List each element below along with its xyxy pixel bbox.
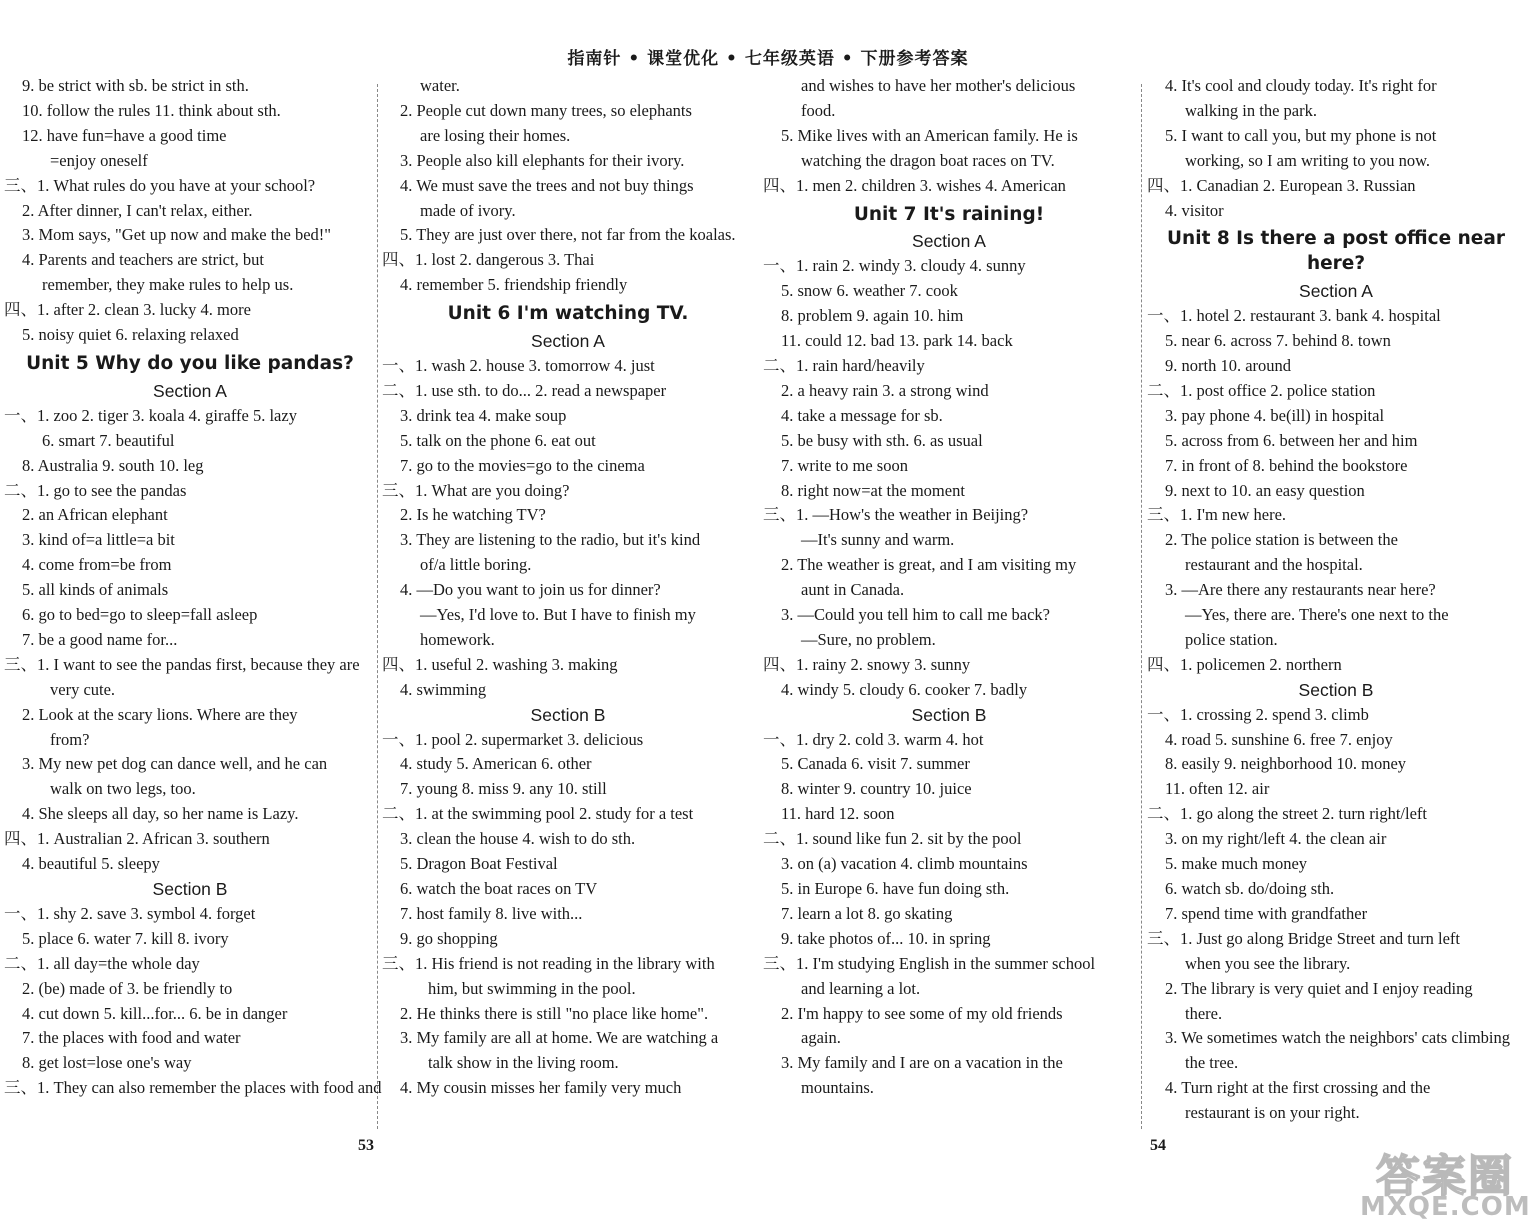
answer-line: 3. on (a) vacation 4. climb mountains xyxy=(781,854,1028,874)
answer-line: 8. right now=at the moment xyxy=(781,480,965,500)
answer-line: water. xyxy=(420,76,460,95)
answer-line: 5. They are just over there, not far from the koalas. xyxy=(400,225,736,245)
answer-line: 4. My cousin misses her family very much xyxy=(400,1078,682,1098)
answer-line: 2. Is he watching TV? xyxy=(400,505,546,525)
answer-line: there. xyxy=(1185,1003,1223,1023)
answer-line: police station. xyxy=(1185,629,1278,649)
answer-line: 7. young 8. miss 9. any 10. still xyxy=(400,779,607,799)
page-number-left: 53 xyxy=(358,1137,374,1154)
answer-line: watching the dragon boat races on TV. xyxy=(801,150,1055,170)
answer-line: 5. all kinds of animals xyxy=(22,580,169,600)
answer-line: 3. Mom says, "Get up now and make the bed!" xyxy=(22,225,332,245)
answer-line: 一、1. pool 2. supermarket 3. delicious xyxy=(382,729,644,749)
answer-line: talk show in the living room. xyxy=(428,1053,619,1073)
unit-heading: Unit 6 I'm watching TV. xyxy=(447,303,689,325)
answer-line: 4. Turn right at the first crossing and the xyxy=(1165,1078,1431,1098)
unit-heading: Unit 5 Why do you like pandas? xyxy=(26,352,354,374)
answer-line: 四、1. Australian 2. African 3. southern xyxy=(4,829,270,849)
answer-line: 四、1. rainy 2. snowy 3. sunny xyxy=(763,654,971,674)
answer-line: 4. road 5. sunshine 6. free 7. enjoy xyxy=(1165,729,1393,749)
answer-line: 三、1. I'm studying English in the summer school xyxy=(763,953,1096,973)
answer-line: 四、1. after 2. clean 3. lucky 4. more xyxy=(4,300,251,320)
section-heading: Section A xyxy=(1299,281,1373,302)
answer-line: 二、1. go to see the pandas xyxy=(4,480,187,500)
answer-line: 2. a heavy rain 3. a strong wind xyxy=(781,380,989,400)
answer-line: walk on two legs, too. xyxy=(50,779,196,799)
answer-line: 5. place 6. water 7. kill 8. ivory xyxy=(22,928,229,948)
answer-line: 4. beautiful 5. sleepy xyxy=(22,854,160,874)
answer-line: 7. the places with food and water xyxy=(22,1028,241,1048)
column-divider xyxy=(377,84,378,1129)
answer-line: 3. drink tea 4. make soup xyxy=(400,405,567,425)
answer-line: 7. write to me soon xyxy=(781,455,908,475)
answer-column-2 xyxy=(382,74,754,1101)
answer-line: 9. next to 10. an easy question xyxy=(1165,480,1365,500)
answer-line: 3. pay phone 4. be(ill) in hospital xyxy=(1165,405,1385,425)
unit-heading: Unit 7 It's raining! xyxy=(853,203,1045,225)
answer-line: 4. windy 5. cloudy 6. cooker 7. badly xyxy=(781,679,1028,699)
column-divider xyxy=(1141,84,1142,1129)
answer-line: 11. could 12. bad 13. park 14. back xyxy=(781,331,1013,351)
answer-line: 5. snow 6. weather 7. cook xyxy=(781,281,958,301)
answer-line: 四、1. lost 2. dangerous 3. Thai xyxy=(382,250,595,270)
answer-line: very cute. xyxy=(50,679,116,699)
answer-line: 9. north 10. around xyxy=(1165,355,1292,375)
answer-line: 四、1. useful 2. washing 3. making xyxy=(382,654,618,674)
answer-line: 2. Look at the scary lions. Where are they xyxy=(22,704,298,724)
answer-line: 4. remember 5. friendship friendly xyxy=(400,275,628,295)
answer-line: 3. My new pet dog can dance well, and he can xyxy=(22,754,328,774)
answer-line: —Yes, there are. There's one next to the xyxy=(1185,605,1449,625)
watermark-logo xyxy=(1360,1140,1530,1224)
section-heading: Section A xyxy=(531,331,605,352)
answer-line: 3. —Are there any restaurants near here? xyxy=(1165,580,1436,600)
answer-line: 二、1. sound like fun 2. sit by the pool xyxy=(763,829,1022,849)
answer-line: working, so I am writing to you now. xyxy=(1185,150,1431,170)
answer-line: 7. be a good name for... xyxy=(22,629,178,649)
answer-line: 4. cut down 5. kill...for... 6. be in danger xyxy=(22,1003,288,1023)
answer-line: 5. noisy quiet 6. relaxing relaxed xyxy=(22,325,239,345)
answer-line: 8. get lost=lose one's way xyxy=(22,1053,192,1073)
answer-line: 5. I want to call you, but my phone is not xyxy=(1165,125,1437,145)
answer-line: 5. Mike lives with an American family. He is xyxy=(781,125,1078,145)
answer-line: 9. take photos of... 10. in spring xyxy=(781,928,991,948)
answer-line: 10. follow the rules 11. think about sth. xyxy=(22,100,281,120)
page-number-right: 54 xyxy=(1150,1137,1166,1154)
answer-line: 2. an African elephant xyxy=(22,505,168,525)
section-heading: Section B xyxy=(1298,679,1374,700)
answer-line: 四、1. policemen 2. northern xyxy=(1147,654,1342,674)
section-heading: Section A xyxy=(912,231,986,252)
answer-line: 二、1. all day=the whole day xyxy=(4,953,200,973)
answer-line: 3. We sometimes watch the neighbors' cats climbing xyxy=(1165,1028,1511,1048)
answer-line: 4. —Do you want to join us for dinner? xyxy=(400,580,661,600)
answer-line: 8. problem 9. again 10. him xyxy=(781,306,964,326)
watermark-bottom-text: MXQE.COM xyxy=(1360,1192,1531,1222)
answer-line: 4. come from=be from xyxy=(22,555,172,575)
answer-line: 5. Canada 6. visit 7. summer xyxy=(781,754,970,774)
answer-line: 三、1. I'm new here. xyxy=(1147,505,1287,525)
answer-line: 7. go to the movies=go to the cinema xyxy=(400,455,645,475)
answer-line: 8. Australia 9. south 10. leg xyxy=(22,455,204,475)
answer-line: 2. He thinks there is still "no place like home". xyxy=(400,1003,709,1023)
watermark-top-text: 答案圈 xyxy=(1376,1151,1514,1202)
answer-line: 3. My family and I are on a vacation in the xyxy=(781,1053,1063,1073)
section-heading: Section A xyxy=(153,380,227,401)
answer-line: 二、1. at the swimming pool 2. study for a test xyxy=(382,804,694,824)
answer-line: remember, they make rules to help us. xyxy=(42,275,294,295)
answer-line: 三、1. I want to see the pandas first, because they are xyxy=(4,654,360,674)
answer-line: 4. She sleeps all day, so her name is Lazy. xyxy=(22,804,299,824)
answer-line: 一、1. crossing 2. spend 3. climb xyxy=(1147,704,1369,724)
answer-line: 5. talk on the phone 6. eat out xyxy=(400,430,596,450)
answer-line: again. xyxy=(801,1028,841,1048)
answer-line: homework. xyxy=(420,629,495,649)
answer-line: 一、1. zoo 2. tiger 3. koala 4. giraffe 5. lazy xyxy=(4,405,297,425)
answer-line: 6. smart 7. beautiful xyxy=(42,430,175,450)
answer-line: 5. near 6. across 7. behind 8. town xyxy=(1165,331,1391,351)
section-heading: Section B xyxy=(530,704,606,725)
answer-line: 9. be strict with sb. be strict in sth. xyxy=(22,76,249,95)
answer-line: 2. I'm happy to see some of my old friends xyxy=(781,1003,1063,1023)
answer-line: 5. Dragon Boat Festival xyxy=(400,854,558,874)
answer-line: 2. The library is very quiet and I enjoy reading xyxy=(1165,978,1473,998)
answer-line: =enjoy oneself xyxy=(50,150,148,170)
answer-line: 12. have fun=have a good time xyxy=(22,125,227,145)
answer-line: of/a little boring. xyxy=(420,555,532,575)
answer-line: restaurant and the hospital. xyxy=(1185,555,1363,575)
answer-line: 3. clean the house 4. wish to do sth. xyxy=(400,829,636,849)
answer-line: 一、1. wash 2. house 3. tomorrow 4. just xyxy=(382,355,655,375)
answer-line: 5. in Europe 6. have fun doing sth. xyxy=(781,879,1010,898)
answer-line: from? xyxy=(50,729,90,749)
section-heading: Section B xyxy=(911,704,987,725)
answer-line: 一、1. hotel 2. restaurant 3. bank 4. hospital xyxy=(1147,306,1441,326)
unit-heading: Unit 8 Is there a post office near here? xyxy=(1167,228,1505,275)
answer-line: 二、1. rain hard/heavily xyxy=(763,355,925,375)
answer-line: 3. My family are all at home. We are watching a xyxy=(400,1028,719,1048)
answer-line: 二、1. go along the street 2. turn right/left xyxy=(1147,804,1427,824)
answer-line: 四、1. Canadian 2. European 3. Russian xyxy=(1147,175,1416,195)
answer-line: 5. across from 6. between her and him xyxy=(1165,430,1418,450)
answer-line: 2. (be) made of 3. be friendly to xyxy=(22,978,233,998)
answer-line: the tree. xyxy=(1185,1053,1239,1073)
answer-line: are losing their homes. xyxy=(420,125,571,145)
answer-line: 一、1. dry 2. cold 3. warm 4. hot xyxy=(763,729,984,749)
answer-line: 9. go shopping xyxy=(400,928,498,948)
answer-line: restaurant is on your right. xyxy=(1185,1103,1360,1123)
answer-line: 三、1. His friend is not reading in the library with xyxy=(382,953,715,973)
answer-line: 3. kind of=a little=a bit xyxy=(22,530,175,550)
answer-line: 6. go to bed=go to sleep=fall asleep xyxy=(22,605,258,625)
answer-column-1 xyxy=(4,74,382,1101)
answer-line: 四、1. men 2. children 3. wishes 4. American xyxy=(763,175,1066,195)
answer-line: 3. People also kill elephants for their ivory. xyxy=(400,150,685,170)
answer-line: 11. often 12. air xyxy=(1165,779,1270,799)
answer-line: 7. spend time with grandfather xyxy=(1165,903,1368,923)
answer-line: 7. learn a lot 8. go skating xyxy=(781,903,953,923)
answer-line: 三、1. What rules do you have at your school? xyxy=(4,175,316,195)
answer-line: 4. study 5. American 6. other xyxy=(400,754,592,774)
answer-line: made of ivory. xyxy=(420,200,516,220)
answer-line: walking in the park. xyxy=(1185,100,1317,120)
answer-line: aunt in Canada. xyxy=(801,580,905,600)
answer-line: him, but swimming in the pool. xyxy=(428,978,636,998)
answer-line: —It's sunny and warm. xyxy=(801,530,955,550)
answer-line: 7. host family 8. live with... xyxy=(400,903,583,923)
answer-line: 2. The police station is between the xyxy=(1165,530,1398,550)
answer-line: 一、1. rain 2. windy 3. cloudy 4. sunny xyxy=(763,256,1026,276)
answer-line: 三、1. They can also remember the places with food and xyxy=(4,1078,382,1098)
answer-line: 2. People cut down many trees, so elephants xyxy=(400,100,692,120)
answer-line: food. xyxy=(801,100,836,120)
answer-line: 4. visitor xyxy=(1165,200,1224,220)
answer-line: —Sure, no problem. xyxy=(801,629,936,649)
page-header: 指南针 • 课堂优化 • 七年级英语 • 下册参考答案 xyxy=(567,49,969,69)
answer-line: 三、1. What are you doing? xyxy=(382,480,570,500)
answer-line: 5. make much money xyxy=(1165,854,1308,874)
answer-line: 3. —Could you tell him to call me back? xyxy=(781,605,1050,625)
answer-line: 4. swimming xyxy=(400,679,487,699)
answer-line: 6. watch the boat races on TV xyxy=(400,879,598,898)
answer-line: when you see the library. xyxy=(1185,953,1351,973)
answer-line: mountains. xyxy=(801,1078,874,1098)
answer-line: 7. in front of 8. behind the bookstore xyxy=(1165,455,1408,475)
answer-line: 3. They are listening to the radio, but it's kind xyxy=(400,530,701,550)
answer-line: 4. It's cool and cloudy today. It's right for xyxy=(1165,76,1437,95)
section-heading: Section B xyxy=(152,879,228,899)
answer-line: 5. be busy with sth. 6. as usual xyxy=(781,430,983,450)
answer-line: 6. watch sb. do/doing sth. xyxy=(1165,879,1335,898)
answer-line: —Yes, I'd love to. But I have to finish my xyxy=(420,605,696,625)
answer-line: 4. take a message for sb. xyxy=(781,405,943,425)
answer-line: 二、1. post office 2. police station xyxy=(1147,380,1376,400)
answer-line: 4. We must save the trees and not buy things xyxy=(400,175,694,195)
answer-column-3 xyxy=(763,74,1135,1101)
answer-line: and learning a lot. xyxy=(801,978,921,998)
answer-line: 8. winter 9. country 10. juice xyxy=(781,779,972,799)
answer-line: 一、1. shy 2. save 3. symbol 4. forget xyxy=(4,903,256,923)
answer-line: 4. Parents and teachers are strict, but xyxy=(22,250,264,270)
answer-line: 三、1. Just go along Bridge Street and turn left xyxy=(1147,928,1460,948)
answer-line: 二、1. use sth. to do... 2. read a newspaper xyxy=(382,380,667,400)
answer-line: and wishes to have her mother's delicious xyxy=(801,76,1076,95)
answer-line: 三、1. —How's the weather in Beijing? xyxy=(763,505,1029,525)
answer-line: 2. After dinner, I can't relax, either. xyxy=(22,200,253,220)
answer-line: 8. easily 9. neighborhood 10. money xyxy=(1165,754,1407,774)
answer-column-4 xyxy=(1147,74,1525,1126)
answer-line: 11. hard 12. soon xyxy=(781,804,895,824)
answer-line: 2. The weather is great, and I am visiting my xyxy=(781,555,1077,575)
answer-line: 3. on my right/left 4. the clean air xyxy=(1165,829,1387,849)
